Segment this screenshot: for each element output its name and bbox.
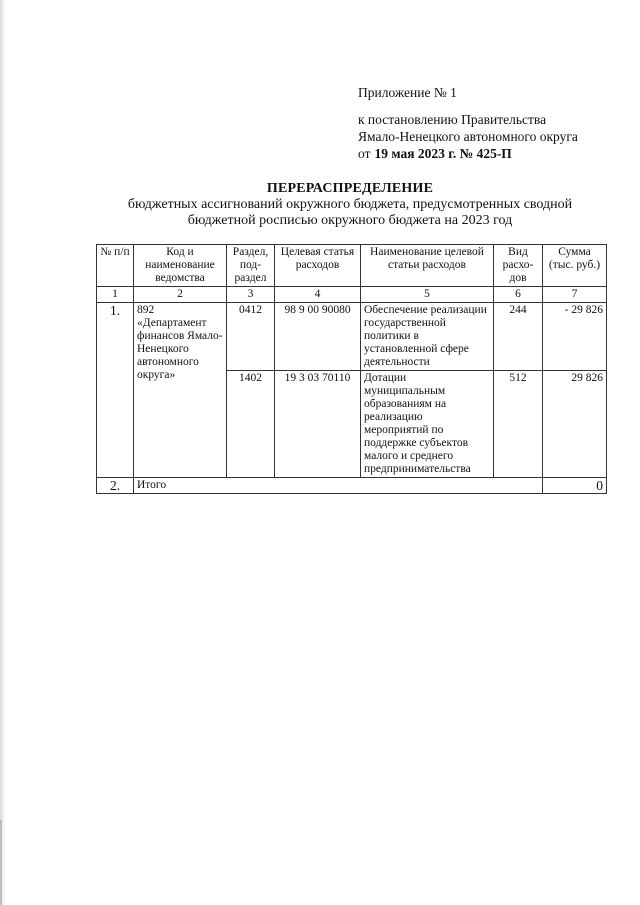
total-sum: 0 xyxy=(543,478,607,494)
appendix-line-1: к постановлению Правительства xyxy=(358,112,547,127)
target-cell: 98 9 00 90080 xyxy=(275,303,361,371)
header-num: № п/п xyxy=(97,245,134,287)
appendix-date-prefix: от xyxy=(358,146,371,161)
table-row xyxy=(97,303,607,371)
document-title: ПЕРЕРАСПРЕДЕЛЕНИЕ xyxy=(266,181,434,196)
header-name: Наименование целевой статьи расходов xyxy=(361,245,494,287)
col-number-7: 7 xyxy=(543,287,607,303)
total-row xyxy=(97,478,607,494)
scan-edge-mark xyxy=(0,820,2,905)
col-number-1: 1 xyxy=(97,287,134,303)
kind-cell: 512 xyxy=(494,371,543,478)
section-cell: 1402 xyxy=(227,371,275,478)
col-number-5: 5 xyxy=(361,287,494,303)
appendix-date-value: 19 мая 2023 г. № 425-П xyxy=(374,146,512,161)
sum-cell: - 29 826 xyxy=(543,303,607,371)
document-subtitle-line-2: бюджетной росписью окружного бюджета на 2023 год xyxy=(187,213,513,228)
table-header-row xyxy=(97,245,607,287)
header-target: Целевая статья расходов xyxy=(275,245,361,287)
department-cell: 892 «Департамент финансов Ямало-Ненецкого автономного округа» xyxy=(134,303,227,478)
appendix-number: Приложение № 1 xyxy=(358,85,457,100)
total-number: 2. xyxy=(97,478,134,494)
col-number-6: 6 xyxy=(494,287,543,303)
col-number-2: 2 xyxy=(134,287,227,303)
budget-table xyxy=(96,244,607,494)
target-cell: 19 3 03 70110 xyxy=(275,371,361,478)
sum-cell: 29 826 xyxy=(543,371,607,478)
header-code: Код и наименование ведомства xyxy=(134,245,227,287)
col-number-4: 4 xyxy=(275,287,361,303)
row-number: 1. xyxy=(97,303,134,478)
header-section: Раздел, под-раздел xyxy=(227,245,275,287)
scan-edge-shadow xyxy=(0,0,6,905)
col-number-3: 3 xyxy=(227,287,275,303)
document-heading xyxy=(90,181,610,229)
document-subtitle-line-1: бюджетных ассигнований окружного бюджета, предусмотренных сводной xyxy=(127,197,573,212)
appendix-line-2: Ямало-Ненецкого автономного округа xyxy=(358,129,578,144)
total-label: Итого xyxy=(134,478,543,494)
name-cell: Обеспечение реализации государственной политики в установленной сфере деятельности xyxy=(361,303,494,371)
column-number-row xyxy=(97,287,607,303)
name-cell: Дотации муниципальным образованиям на реализацию мероприятий по поддержке субъектов малого и среднего предпринимательства xyxy=(361,371,494,478)
appendix-block xyxy=(358,84,578,162)
kind-cell: 244 xyxy=(494,303,543,371)
header-sum: Сумма (тыс. руб.) xyxy=(543,245,607,287)
appendix-date-line xyxy=(358,145,578,162)
header-kind: Вид расхо-дов xyxy=(494,245,543,287)
section-cell: 0412 xyxy=(227,303,275,371)
